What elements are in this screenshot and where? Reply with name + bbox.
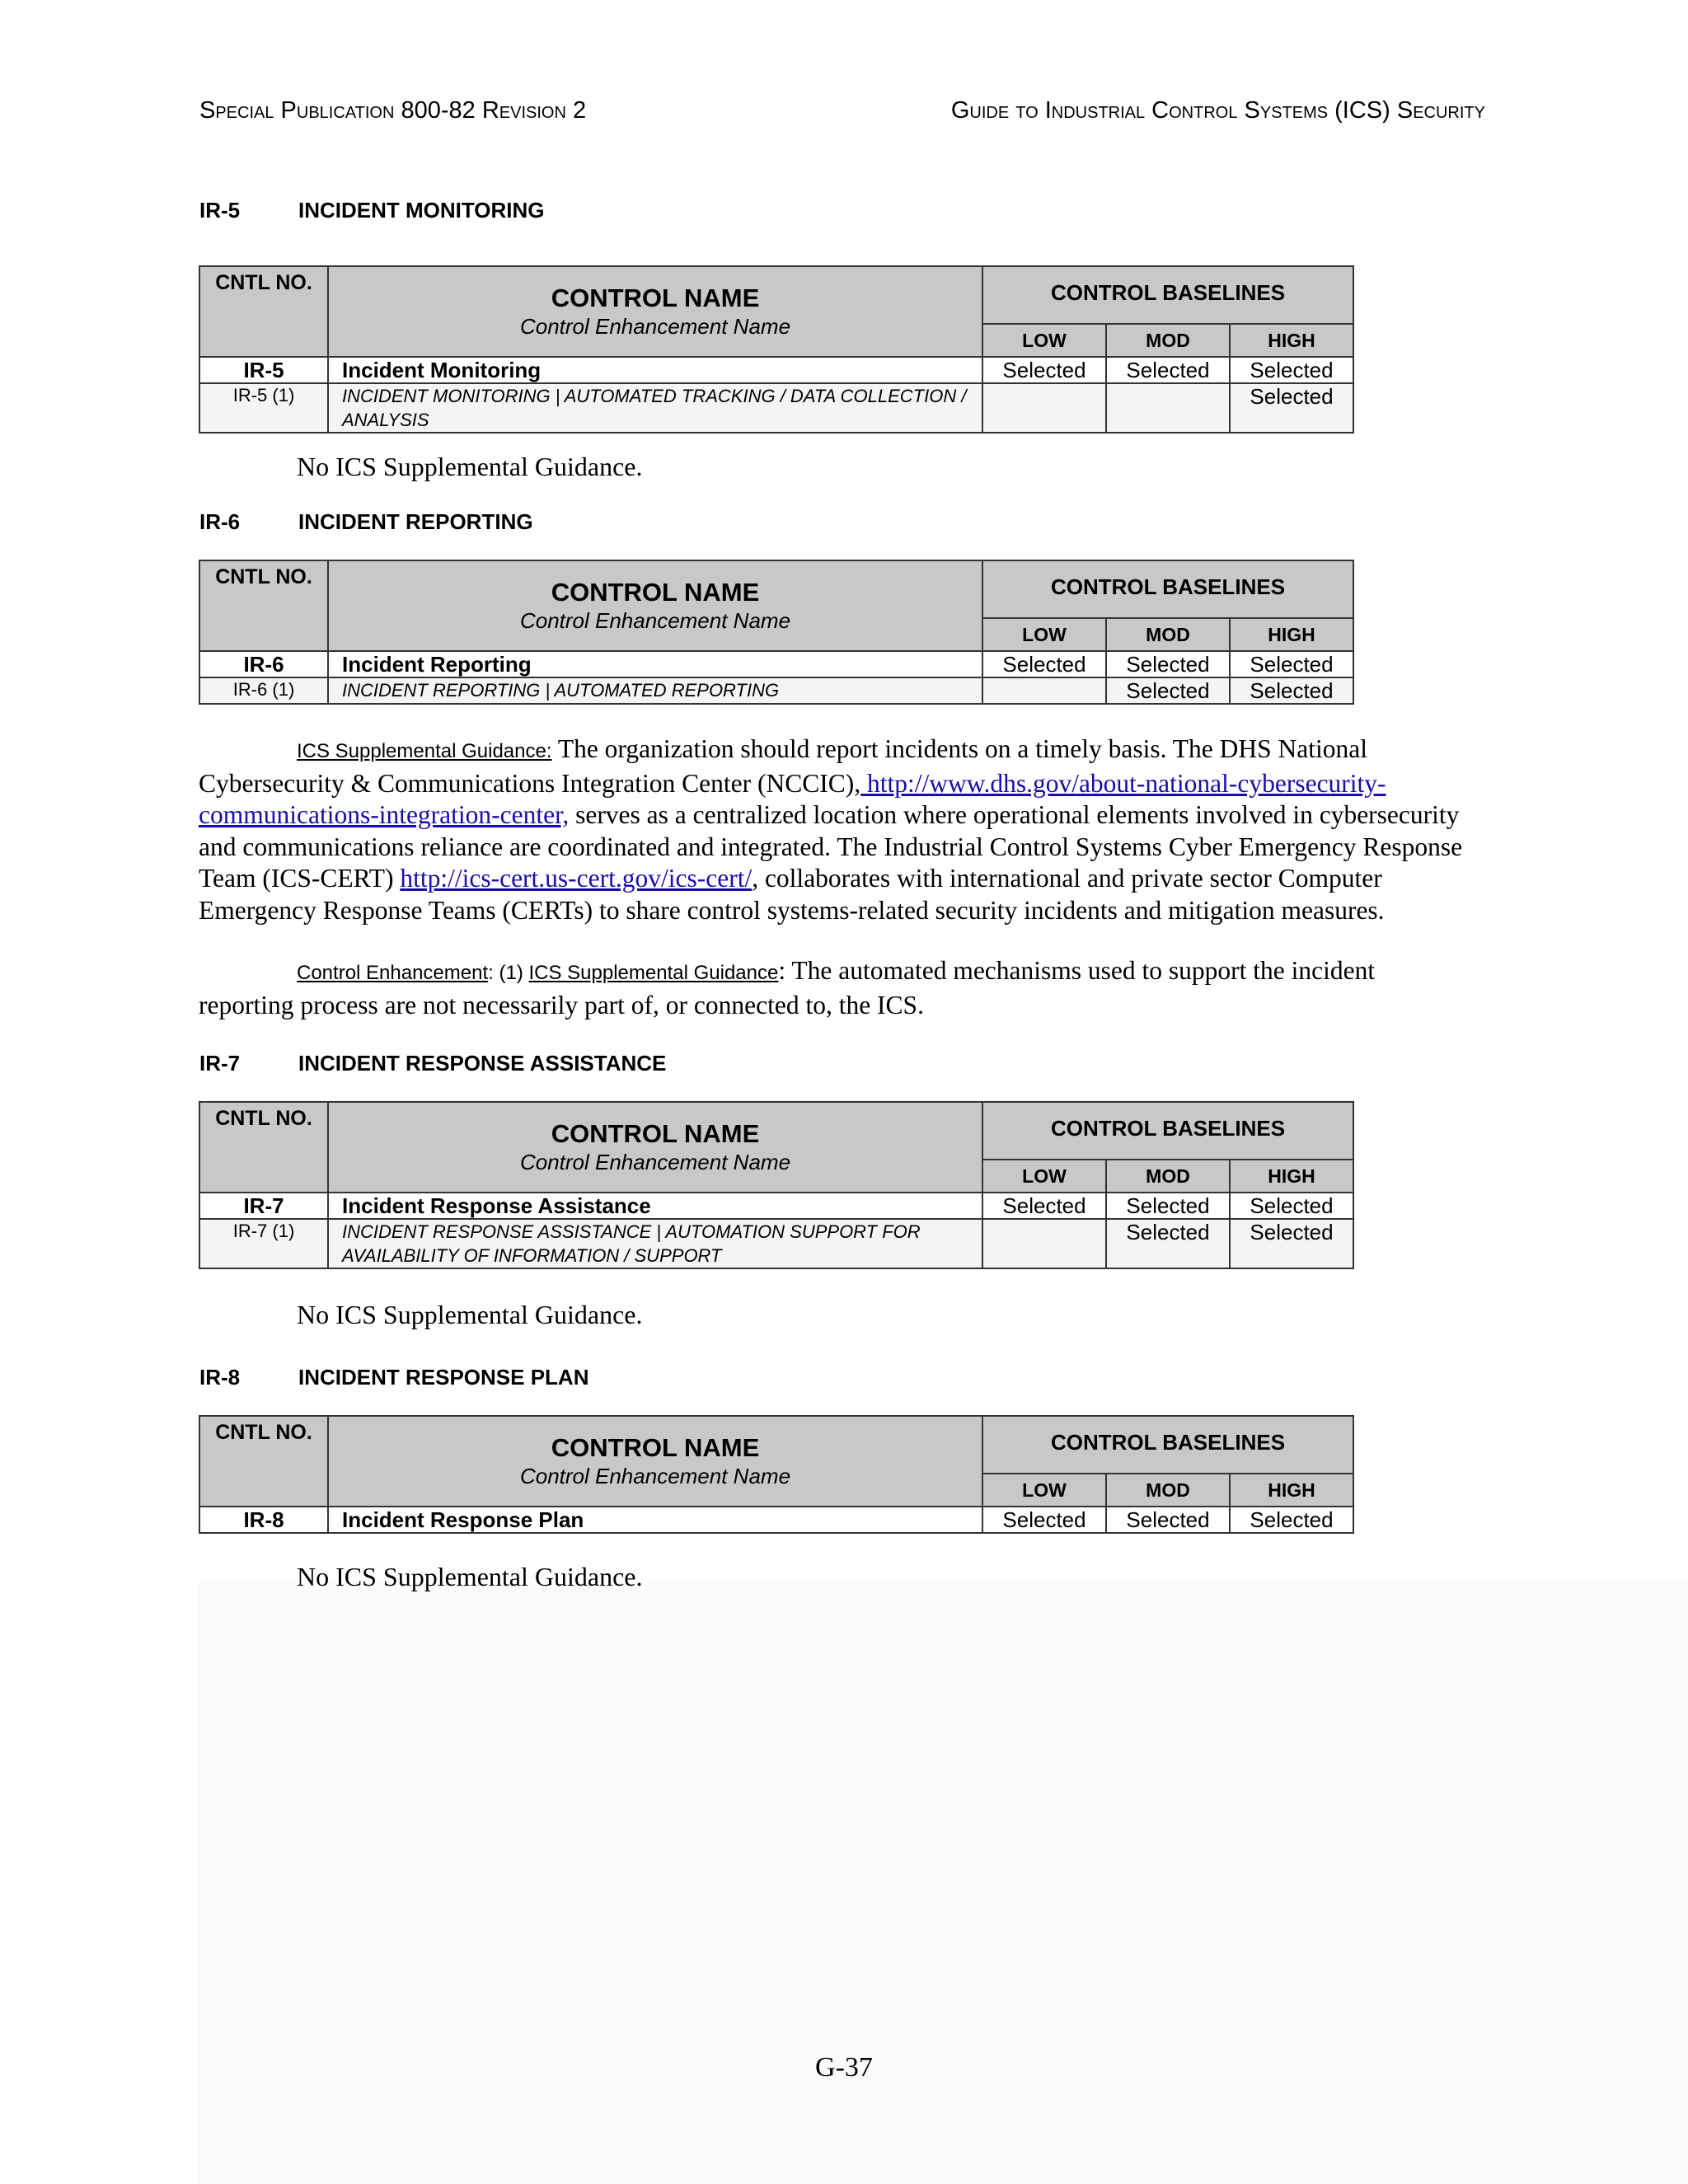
- enhancement-name-label: Control Enhancement Name: [519, 1464, 791, 1488]
- header-high: HIGH: [1230, 1160, 1353, 1193]
- header-low: LOW: [982, 324, 1106, 357]
- baseline-mod: [1106, 383, 1230, 433]
- baseline-mod: Selected: [1106, 651, 1230, 677]
- control-table-ir7: [199, 1101, 1354, 1269]
- enhancement-separator: : (1): [488, 962, 529, 984]
- baseline-low: Selected: [982, 1507, 1106, 1533]
- header-right: Guide to Industrial Control Systems (ICS) Security: [950, 97, 1485, 124]
- header-mod: MOD: [1106, 324, 1230, 357]
- baseline-low: [982, 677, 1106, 704]
- baseline-mod: Selected: [1106, 1507, 1230, 1533]
- guidance-text-2: serves as a centralized location where operational elements involved in cybersecurity and communications reliance are coordinated and integrated. The Industrial Control Systems Cyber Emergency Response Team (ICS-CERT): [199, 800, 1463, 893]
- section-number: IR-8: [199, 1365, 241, 1390]
- control-table-ir6: [199, 560, 1354, 705]
- enhancement-name-label: Control Enhancement Name: [519, 314, 791, 339]
- table-row: [199, 1193, 1353, 1219]
- table-row: [199, 357, 1353, 383]
- control-number: IR-6: [199, 651, 328, 677]
- baseline-high: Selected: [1230, 677, 1353, 704]
- baseline-low: Selected: [982, 651, 1106, 677]
- control-name-label: CONTROL NAME: [551, 1119, 760, 1148]
- enhancement-guidance-label: ICS Supplemental Guidance: [528, 962, 779, 984]
- enhancement-name-label: Control Enhancement Name: [519, 608, 791, 633]
- baseline-mod: Selected: [1106, 677, 1230, 704]
- baseline-high: Selected: [1230, 1507, 1353, 1533]
- header-mod: MOD: [1106, 1474, 1230, 1507]
- baseline-low: Selected: [982, 1193, 1106, 1219]
- supplemental-guidance: No ICS Supplemental Guidance.: [297, 452, 643, 481]
- header-control-baselines: CONTROL BASELINES: [982, 266, 1353, 324]
- section-title: INCIDENT MONITORING: [298, 198, 545, 223]
- enhancement-number: IR-7 (1): [199, 1219, 328, 1268]
- baseline-high: Selected: [1230, 383, 1353, 433]
- header-cntl-no: CNTL NO.: [199, 560, 328, 651]
- control-name: Incident Response Plan: [328, 1507, 982, 1533]
- control-name: Incident Response Assistance: [328, 1193, 982, 1219]
- header-cntl-no: CNTL NO.: [199, 1102, 328, 1193]
- section-number: IR-6: [199, 509, 241, 534]
- ics-cert-link[interactable]: http://ics-cert.us-cert.gov/ics-cert/: [400, 864, 753, 893]
- header-cntl-no: CNTL NO.: [199, 266, 328, 357]
- enhancement-number: IR-6 (1): [199, 677, 328, 704]
- control-table-ir5: [199, 265, 1354, 434]
- header-control-name: [328, 1102, 982, 1193]
- baseline-high: Selected: [1230, 1193, 1353, 1219]
- section-heading-ir5: [199, 198, 545, 223]
- supplemental-guidance: No ICS Supplemental Guidance.: [297, 1300, 643, 1329]
- ir6-enhancement-guidance: [199, 955, 1468, 1021]
- guidance-label: ICS Supplemental Guidance:: [297, 740, 552, 762]
- baseline-high: Selected: [1230, 651, 1353, 677]
- baseline-mod: Selected: [1106, 1193, 1230, 1219]
- section-heading-ir6: [199, 509, 533, 535]
- section-number: IR-7: [199, 1051, 241, 1076]
- header-left: Special Publication 800-82 Revision 2: [199, 97, 587, 124]
- header-control-name: [328, 266, 982, 357]
- enhancement-guidance-text: : The automated mechanisms used to support the incident reporting process are not necessarily part of, or connected to, the ICS.: [199, 956, 1376, 1019]
- section-title: INCIDENT RESPONSE ASSISTANCE: [298, 1051, 667, 1076]
- section-heading-ir7: [199, 1051, 666, 1076]
- control-number: IR-8: [199, 1507, 328, 1533]
- control-number: IR-7: [199, 1193, 328, 1219]
- enhancement-number: IR-5 (1): [199, 383, 328, 433]
- baseline-low: [982, 1219, 1106, 1268]
- table-row: [199, 651, 1353, 677]
- running-header: [199, 97, 1485, 124]
- table-row: [199, 1507, 1353, 1533]
- header-mod: MOD: [1106, 618, 1230, 651]
- section-number: IR-5: [199, 198, 241, 223]
- header-high: HIGH: [1230, 618, 1353, 651]
- header-low: LOW: [982, 1160, 1106, 1193]
- page-background-shade: [198, 1582, 1688, 2184]
- baseline-low: Selected: [982, 357, 1106, 383]
- header-low: LOW: [982, 1474, 1106, 1507]
- enhancement-name-label: Control Enhancement Name: [519, 1150, 791, 1174]
- enhancement-name: INCIDENT REPORTING | AUTOMATED REPORTING: [328, 677, 982, 704]
- ir6-supplemental-guidance: [199, 733, 1468, 926]
- table-row-enhancement: [199, 383, 1353, 433]
- header-control-name: [328, 560, 982, 651]
- section-title: INCIDENT REPORTING: [298, 509, 533, 534]
- control-name-label: CONTROL NAME: [551, 578, 760, 607]
- table-row-enhancement: [199, 677, 1353, 704]
- enhancement-name: INCIDENT RESPONSE ASSISTANCE | AUTOMATION SUPPORT FOR AVAILABILITY OF INFORMATION / SUPPORT: [328, 1219, 982, 1268]
- enhancement-name: INCIDENT MONITORING | AUTOMATED TRACKING / DATA COLLECTION / ANALYSIS: [328, 383, 982, 433]
- baseline-mod: Selected: [1106, 1219, 1230, 1268]
- control-table-ir8: [199, 1415, 1354, 1534]
- header-high: HIGH: [1230, 1474, 1353, 1507]
- supplemental-guidance: No ICS Supplemental Guidance.: [297, 1562, 643, 1591]
- control-name-label: CONTROL NAME: [551, 1433, 760, 1462]
- header-control-name: [328, 1416, 982, 1507]
- header-mod: MOD: [1106, 1160, 1230, 1193]
- section-heading-ir8: [199, 1365, 589, 1390]
- guidance-text-3: , collaborates with international and private sector Computer Emergency Response Teams (CERTs) to share control systems-related security incidents and mitigation measures.: [199, 864, 1385, 925]
- table-row-enhancement: [199, 1219, 1353, 1268]
- header-control-baselines: CONTROL BASELINES: [982, 1416, 1353, 1474]
- header-low: LOW: [982, 618, 1106, 651]
- control-enhancement-label: Control Enhancement: [297, 962, 489, 984]
- section-title: INCIDENT RESPONSE PLAN: [298, 1365, 589, 1390]
- baseline-high: Selected: [1230, 1219, 1353, 1268]
- header-cntl-no: CNTL NO.: [199, 1416, 328, 1507]
- page-number: G-37: [815, 2052, 873, 2083]
- control-number: IR-5: [199, 357, 328, 383]
- control-name: Incident Reporting: [328, 651, 982, 677]
- guidance-text-1: The organization should report incidents on a timely basis. The DHS National Cybersecurity & Communications Integration Center (NCCIC),: [199, 734, 1367, 798]
- control-name-label: CONTROL NAME: [551, 284, 760, 312]
- baseline-mod: Selected: [1106, 357, 1230, 383]
- header-control-baselines: CONTROL BASELINES: [982, 1102, 1353, 1160]
- nccic-link[interactable]: http://www.dhs.gov/about-national-cybersecurity-communications-integration-center,: [199, 768, 1386, 829]
- baseline-low: [982, 383, 1106, 433]
- baseline-high: Selected: [1230, 357, 1353, 383]
- header-high: HIGH: [1230, 324, 1353, 357]
- header-control-baselines: CONTROL BASELINES: [982, 560, 1353, 618]
- control-name: Incident Monitoring: [328, 357, 982, 383]
